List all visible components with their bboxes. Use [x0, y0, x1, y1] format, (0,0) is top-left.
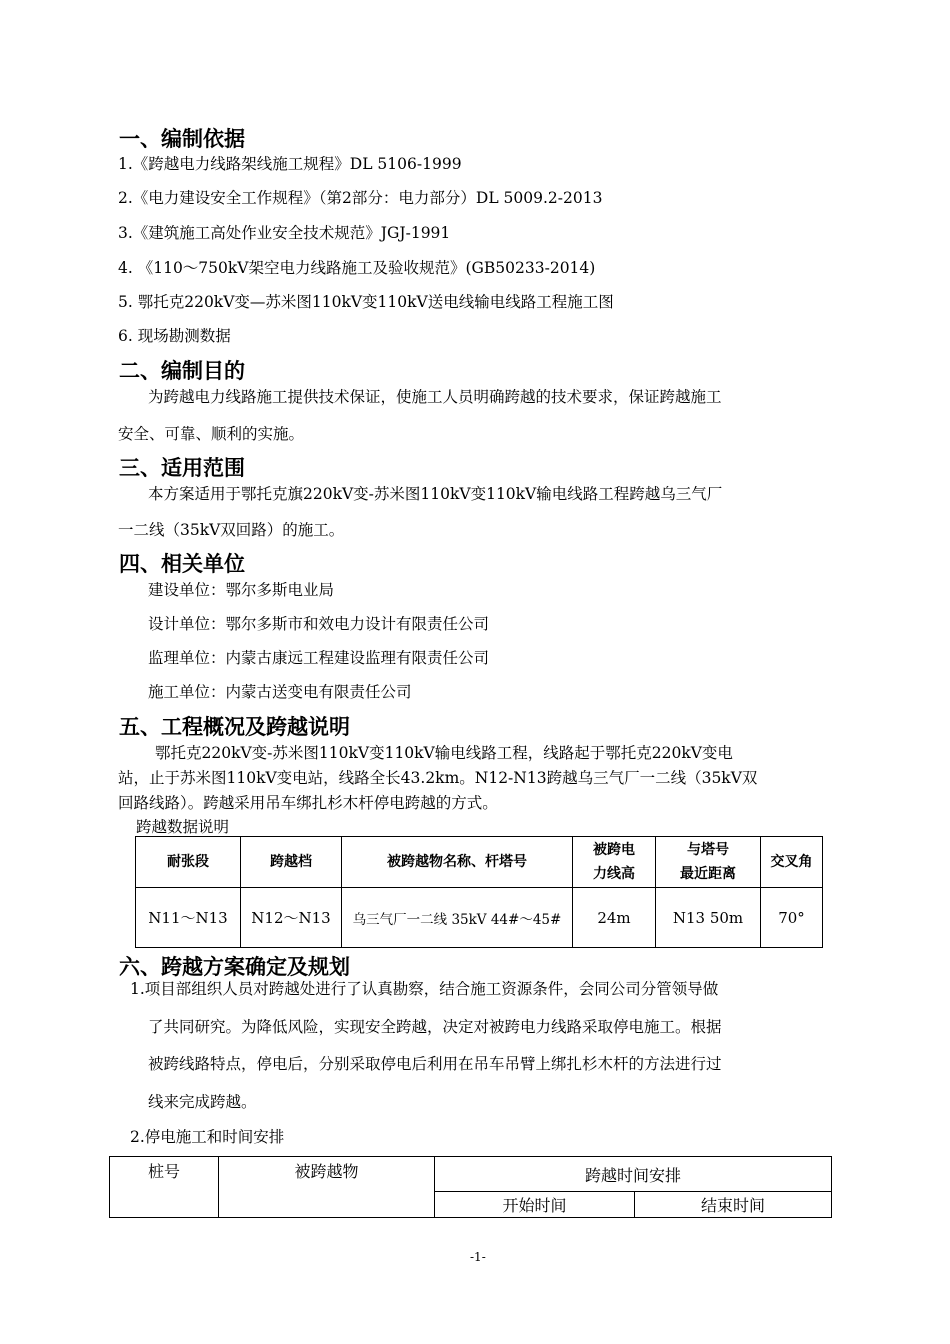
section5-title: 五、工程概况及跨越说明: [119, 715, 350, 739]
section5-line-3: 回路线路）。跨越采用吊车绑扎杉木杆停电跨越的方式。: [118, 794, 498, 812]
section6-p1-line-4: 线来完成跨越。: [148, 1093, 257, 1111]
section4-title: 四、相关单位: [119, 552, 245, 576]
reference-item-1: 1.《跨越电力线路架线施工规程》DL 5106-1999: [118, 155, 462, 173]
section5-line-1: 鄂托克220kV变-苏米图110kV变110kV输电线路工程，线路起于鄂托克220kV变电: [155, 744, 733, 762]
section5-line-2: 站，止于苏米图110kV变电站，线路全长43.2km。N12-N13跨越乌三气厂一二线（35kV双: [118, 769, 758, 787]
cell-nearest-distance: N13 50m: [656, 888, 761, 948]
reference-item-5: 5. 鄂托克220kV变—苏米图110kV变110kV送电线输电线路工程施工图: [118, 293, 614, 311]
schedule-col-pile: 桩号: [110, 1157, 219, 1218]
unit-builder: 施工单位：内蒙古送变电有限责任公司: [148, 683, 412, 701]
section1-title: 一、编制依据: [119, 127, 245, 151]
page-number: -1-: [470, 1250, 486, 1264]
header-crossing-angle: 交叉角: [761, 837, 823, 888]
section6-p1-line-3: 被跨线路特点，停电后，分别采取停电后利用在吊车吊臂上绑扎杉木杆的方法进行过: [148, 1055, 722, 1073]
cell-line-height: 24m: [573, 888, 656, 948]
section3-line-1: 本方案适用于鄂托克旗220kV变-苏米图110kV变110kV输电线路工程跨越乌三气厂: [148, 485, 723, 503]
reference-item-6: 6. 现场勘测数据: [118, 327, 231, 345]
crossing-data-table: [135, 836, 823, 948]
unit-supervision: 监理单位：内蒙古康远工程建设监理有限责任公司: [148, 649, 490, 667]
cell-tension-section: N11～N13: [136, 888, 241, 948]
cell-crossed-object: 乌三气厂一二线 35kV 44#～45#: [342, 888, 573, 948]
section6-p1-line-1: 1.项目部组织人员对跨越处进行了认真勘察，结合施工资源条件，会同公司分管领导做: [130, 980, 719, 998]
table-row: [136, 888, 823, 948]
reference-item-3: 3.《建筑施工高处作业安全技术规范》JGJ-1991: [118, 224, 451, 242]
schedule-col-end: 结束时间: [635, 1192, 832, 1218]
section2-line-1: 为跨越电力线路施工提供技术保证，使施工人员明确跨越的技术要求，保证跨越施工: [148, 388, 722, 406]
section2-title: 二、编制目的: [119, 359, 245, 383]
section2-line-2: 安全、可靠、顺利的实施。: [118, 425, 305, 443]
schedule-col-start: 开始时间: [435, 1192, 635, 1218]
header-nearest-distance-2: 最近距离: [680, 866, 736, 882]
reference-item-2: 2.《电力建设安全工作规程》（第2部分：电力部分）DL 5009.2-2013: [118, 189, 603, 207]
header-nearest-distance: [656, 837, 761, 888]
cell-crossing-angle: 70°: [761, 888, 823, 948]
schedule-header-row: [110, 1157, 832, 1192]
reference-item-4: 4. 《110～750kV架空电力线路施工及验收规范》(GB50233-2014): [118, 259, 596, 277]
table-header-row: [136, 837, 823, 888]
header-line-height-2: 力线高: [593, 866, 635, 882]
section3-line-2: 一二线（35kV双回路）的施工。: [118, 521, 345, 539]
schedule-col-object: 被跨越物: [219, 1157, 435, 1218]
cell-crossing-span: N12～N13: [241, 888, 342, 948]
section6-p1-line-2: 了共同研究。为降低风险，实现安全跨越，决定对被跨电力线路采取停电施工。根据: [148, 1018, 722, 1036]
header-nearest-distance-1: 与塔号: [687, 842, 729, 858]
header-line-height-1: 被跨电: [593, 842, 635, 858]
header-tension-section: 耐张段: [136, 837, 241, 888]
header-crossed-object: 被跨越物名称、杆塔号: [342, 837, 573, 888]
section6-p2: 2.停电施工和时间安排: [130, 1128, 285, 1146]
section6-title: 六、跨越方案确定及规划: [119, 955, 350, 979]
schedule-table: [109, 1156, 832, 1218]
schedule-col-time: 跨越时间安排: [435, 1157, 832, 1192]
unit-design: 设计单位：鄂尔多斯市和效电力设计有限责任公司: [148, 615, 490, 633]
table-caption: 跨越数据说明: [136, 818, 230, 836]
header-crossing-span: 跨越档: [241, 837, 342, 888]
unit-construction: 建设单位：鄂尔多斯电业局: [148, 581, 335, 599]
section3-title: 三、适用范围: [119, 456, 245, 480]
header-line-height: [573, 837, 656, 888]
